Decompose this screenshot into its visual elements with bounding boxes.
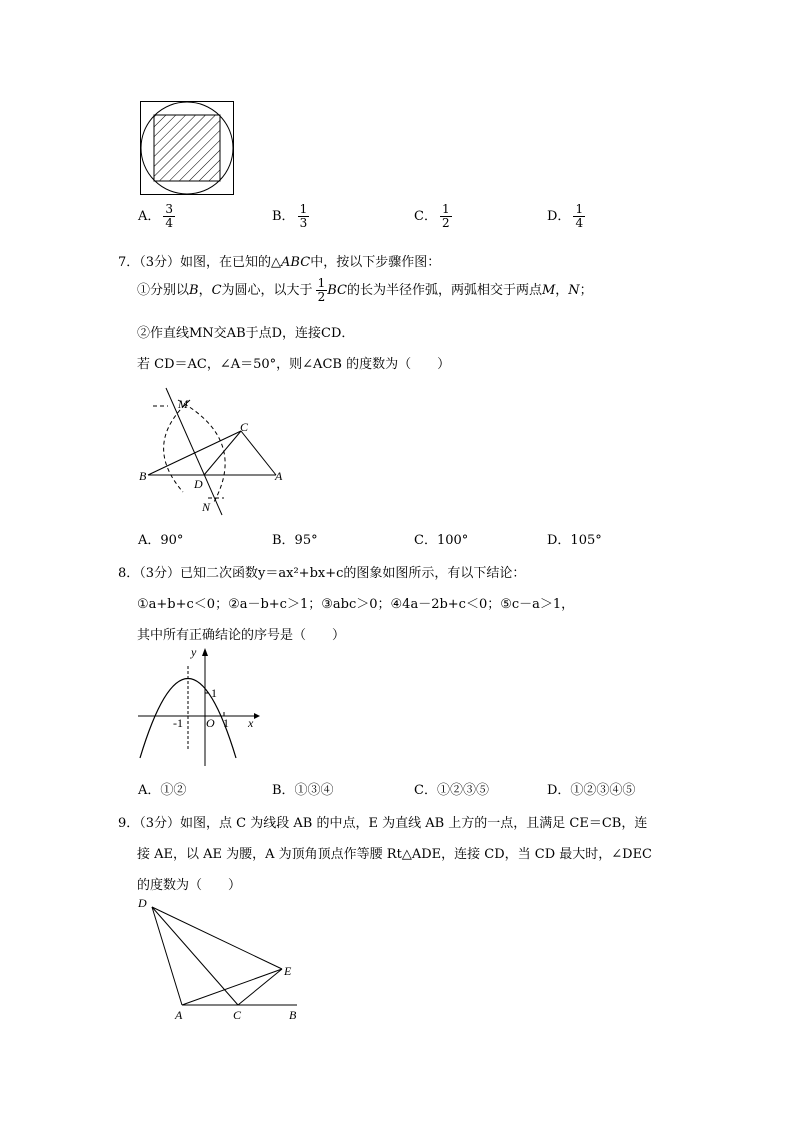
q7-option-b: B．95° [272,533,318,548]
q6-option-a-fraction: $\frac{3}{4}$ [165,202,174,230]
q8-figure [136,646,266,768]
q7-step2: ②作直线MN交AB于点D，连接CD． [137,326,355,341]
label-neg-one: -1 [173,716,183,730]
q6-figure [140,101,236,197]
label-d: D [194,477,203,491]
q6-option-d: D． $\frac{1}{4}$ [547,202,584,230]
q8-option-c: C．①②③⑤ [414,783,489,798]
q7-step1: ①分别以B，C为圆心，以大于 $\frac{1}{2}$ BC的长为半径作弧，两弧相交于两点M，N； [137,276,593,304]
label-n: N [202,500,211,514]
q7-figure [138,384,298,519]
q6-option-a: A． $\frac{3}{4}$ [138,202,174,230]
hatched-square [154,115,220,181]
label-b: B [289,1008,297,1022]
q9-line2: 接 AE，以 AE 为腰，A 为顶角顶点作等腰 Rt△ADE，连接 CD，当 CD 最大时，∠DEC [137,847,653,862]
segment-ce [238,969,282,1005]
label-one-x: 1 [223,716,229,730]
q7-option-c: C．100° [414,533,469,548]
label-a: A [175,1008,183,1022]
q7-option-a: A．90° [138,533,184,548]
q8-option-d: D．①②③④⑤ [547,783,636,798]
q9-line3: 的度数为（ ） [137,878,242,893]
segment-cd [204,431,241,475]
q8-question-head: 8．（3分）已知二次函数y＝ax²+bx+c的图象如图所示，有以下结论： [118,566,526,581]
label-m: M [178,397,188,411]
segment-da [152,907,182,1005]
q9-line1: 9．（3分）如图，点 C 为线段 AB 的中点，E 为直线 AB 上方的一点，且满足 CE＝CB，连 [118,816,648,831]
q6-option-c: C． $\frac{1}{2}$ [414,202,450,230]
line-mn [166,388,222,515]
q7-question-head: 7．（3分）如图，在已知的△ABC中，按以下步骤作图： [118,255,441,270]
label-origin: O [206,716,215,730]
q6-option-b-fraction: $\frac{1}{3}$ [299,202,308,230]
q6-option-c-fraction: $\frac{1}{2}$ [441,202,450,230]
q9-figure [135,895,310,1023]
label-c: C [233,1008,242,1022]
y-axis-arrow [202,648,208,656]
label-a: A [275,469,283,483]
segment-dc [152,907,238,1005]
label-e: E [284,964,292,978]
label-one-y: 1 [211,686,217,700]
q8-conclusions: ①a+b+c＜0；②a－b+c＞1；③abc＞0；④4a－2b+c＜0；⑤c－a＞1， [137,597,575,612]
q8-ask: 其中所有正确结论的序号是（ ） [137,628,346,643]
q8-option-b: B．①③④ [272,783,334,798]
segment-ae [182,969,282,1005]
label-b: B [139,469,147,483]
label-y: y [191,645,197,659]
segment-ca [241,431,276,475]
label-d: D [138,896,147,910]
label-c: C [240,420,249,434]
arc-from-c [164,400,190,492]
q7-option-d: D．105° [547,533,602,548]
q7-half-fraction: $\frac{1}{2}$ [317,276,326,304]
q6-option-b: B． $\frac{1}{3}$ [272,202,308,230]
label-x: x [248,716,254,730]
q7-condition: 若 CD＝AC，∠A＝50°，则∠ACB 的度数为（ ） [137,357,451,372]
q8-option-a: A．①② [138,783,187,798]
segment-de [152,907,282,969]
q6-option-d-fraction: $\frac{1}{4}$ [575,202,584,230]
x-axis-arrow [254,713,260,719]
